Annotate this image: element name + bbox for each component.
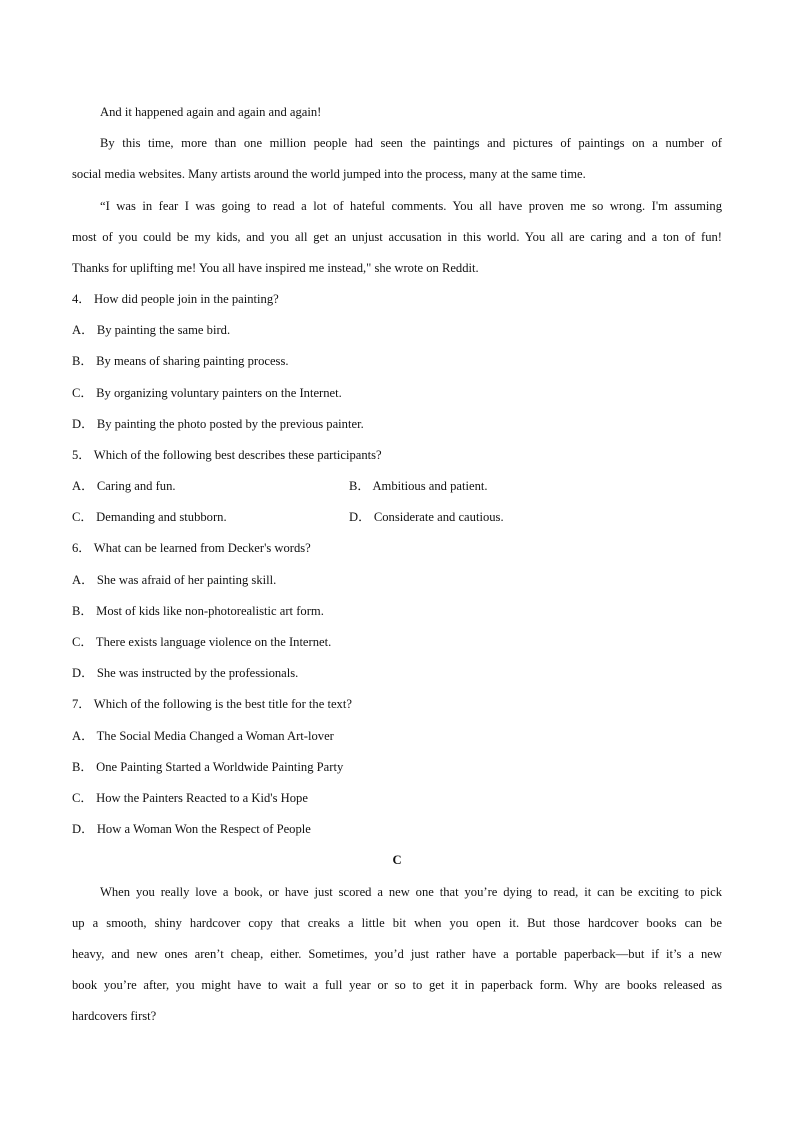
passage-line: “I was in fear I was going to read a lot of hateful comments. You all have proven me so wrong. I'm assuming (100, 199, 722, 213)
question-4-option-c: C． By organizing voluntary painters on the Internet. (72, 386, 342, 400)
passage-line: social media websites. Many artists around the world jumped into the process, many at the same time. (72, 167, 586, 181)
question-7-option-d: D． How a Woman Won the Respect of People (72, 822, 311, 836)
question-6-option-a: A． She was afraid of her painting skill. (72, 573, 277, 587)
passage-line: By this time, more than one million people had seen the paintings and pictures of paintings on a number of (100, 136, 722, 150)
question-5-option-a: A． Caring and fun. (72, 479, 176, 493)
section-c-line: heavy, and new ones aren’t cheap, either. Sometimes, you’d just rather have a portable paperback—but if it’s a new (72, 947, 722, 961)
section-c-line: book you’re after, you might have to wait a full year or so to get it in paperback form. Why are books released as (72, 978, 722, 992)
question-7-option-b: B． One Painting Started a Worldwide Painting Party (72, 760, 344, 774)
question-4-stem: 4． How did people join in the painting? (72, 292, 279, 306)
section-c-line: up a smooth, shiny hardcover copy that creaks a little bit when you open it. But those hardcover books can be (72, 916, 722, 930)
question-4-option-d: D． By painting the photo posted by the previous painter. (72, 417, 364, 431)
question-5-option-d: D． Considerate and cautious. (349, 510, 504, 524)
passage-line: most of you could be my kids, and you all get an unjust accusation in this world. You all are caring and a ton of fun! (72, 230, 722, 244)
question-6-option-d: D． She was instructed by the professionals. (72, 666, 299, 680)
section-c-line: When you really love a book, or have just scored a new one that you’re dying to read, it can be exciting to pick (100, 885, 722, 899)
question-4-option-b: B． By means of sharing painting process. (72, 354, 289, 368)
question-7-option-c: C． How the Painters Reacted to a Kid's Hope (72, 791, 308, 805)
question-7-stem: 7． Which of the following is the best title for the text? (72, 697, 352, 711)
question-6-option-c: C． There exists language violence on the Internet. (72, 635, 332, 649)
section-c-line: hardcovers first? (72, 1009, 157, 1023)
section-heading: C (392, 853, 402, 867)
passage-line: Thanks for uplifting me! You all have inspired me instead," she wrote on Reddit. (72, 261, 479, 275)
question-6-option-b: B． Most of kids like non-photorealistic art form. (72, 604, 324, 618)
question-7-option-a: A． The Social Media Changed a Woman Art-lover (72, 729, 334, 743)
question-5-option-b: B． Ambitious and patient. (349, 479, 488, 493)
question-4-option-a: A． By painting the same bird. (72, 323, 231, 337)
passage-line: And it happened again and again and again! (100, 105, 322, 119)
question-5-option-c: C． Demanding and stubborn. (72, 510, 227, 524)
question-6-stem: 6． What can be learned from Decker's words? (72, 541, 311, 555)
question-5-stem: 5． Which of the following best describes these participants? (72, 448, 382, 462)
